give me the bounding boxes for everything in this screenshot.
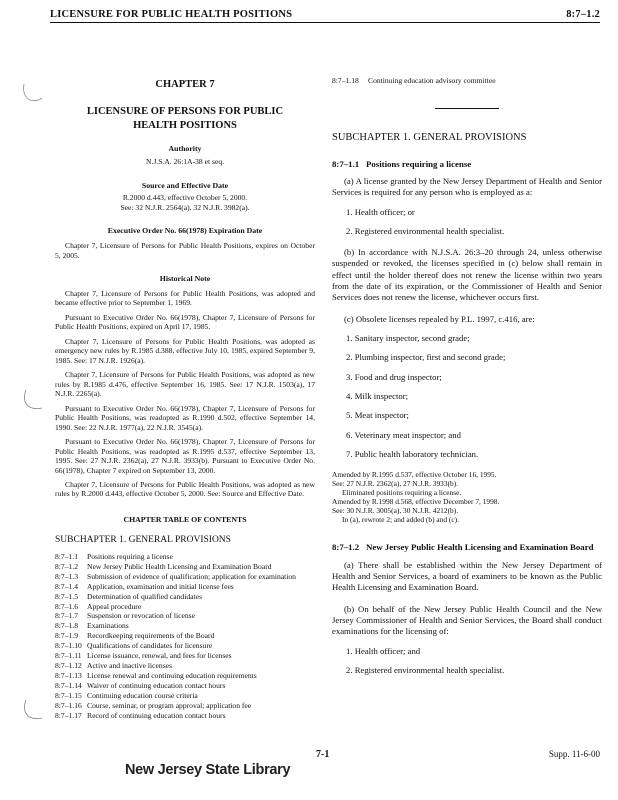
toc-number: 8:7–1.14: [55, 681, 82, 691]
toc-title: Active and inactive licenses: [87, 661, 172, 671]
toc-row[interactable]: [55, 572, 315, 581]
page-number: 7-1: [316, 749, 330, 760]
toc-title: Record of continuing education contact hours: [87, 711, 226, 721]
paragraph-a: (a) A license granted by the New Jersey Department of Health and Senior Services is required for any person who is employed as a:: [332, 175, 602, 198]
toc-number: 8:7–1.4: [55, 581, 78, 591]
list-item: 1. Sanitary inspector, second grade;: [346, 333, 470, 344]
right-column: [332, 76, 602, 676]
section-number: 8:7–1.2: [332, 542, 360, 553]
section-heading-1-1: [332, 159, 602, 170]
toc-title: Continuing education course criteria: [87, 691, 198, 701]
toc-title: Qualifications of candidates for licensure: [87, 641, 213, 651]
running-head-section: 8:7–1.2: [566, 9, 600, 20]
eo-text: Chapter 7, Licensure of Persons for Public Health Positions, expires on October 5, 2005.: [55, 241, 315, 260]
toc-number: 8:7–1.3: [55, 571, 78, 581]
eo-heading: Executive Order No. 66(1978) Expiration Date: [107, 226, 263, 236]
history-line: In (a), rewrote 2; and added (b) and (c).: [342, 515, 459, 525]
toc-row[interactable]: [55, 631, 315, 640]
toc-row[interactable]: [55, 701, 315, 710]
section-heading-1-2: [332, 542, 602, 553]
paragraph-b: (b) On behalf of the New Jersey Public Health Council and the New Jersey Commissioner of Health and Senior Services, the Board shall conduct examinations for the licensing of:: [332, 603, 602, 637]
toc-number: 8:7–1.1: [55, 551, 78, 561]
toc-row[interactable]: [55, 661, 315, 670]
list-item: 6. Veterinary meat inspector; and: [346, 429, 461, 440]
source-line-1: R.2000 d.443, effective October 5, 2000.: [122, 193, 248, 203]
left-column: [55, 50, 315, 721]
historical-note-para: Pursuant to Executive Order No. 66(1978), Chapter 7, Licensure of Persons for Public Health Positions, expired on April 17, 1985.: [55, 312, 315, 332]
toc-title: New Jersey Public Health Licensing and Examination Board: [87, 561, 272, 571]
toc-title: Application, examination and initial license fees: [87, 581, 234, 591]
toc-title: License renewal and continuing education requirements: [87, 671, 257, 681]
running-head: [50, 9, 600, 23]
supplement-date: Supp. 11-6-00: [548, 749, 600, 759]
toc-title: Continuing education advisory committee: [368, 76, 496, 85]
history-line: Amended by R.1995 d.537, effective October 16, 1995.: [332, 470, 497, 480]
history-line: Eliminated positions requiring a license.: [342, 488, 462, 498]
toc-row[interactable]: [55, 552, 315, 561]
history-line: Amended by R.1998 d.568, effective December 7, 1998.: [332, 497, 500, 507]
table-of-contents: [55, 552, 315, 721]
punch-hole-mark-bottom: [20, 698, 46, 724]
chapter-number: CHAPTER 7: [155, 79, 215, 90]
toc-number: 8:7–1.11: [55, 651, 82, 661]
toc-title: Examinations: [87, 621, 129, 631]
toc-row[interactable]: [332, 76, 602, 86]
toc-title: Recordkeeping requirements of the Board: [87, 631, 215, 641]
divider-rule: [435, 108, 499, 109]
section-title: Positions requiring a license: [366, 158, 472, 169]
toc-number: 8:7–1.16: [55, 701, 82, 711]
toc-number: 8:7–1.15: [55, 691, 82, 701]
toc-title: Determination of qualified candidates: [87, 591, 202, 601]
punch-hole-mark-top: [20, 80, 46, 106]
toc-number: 8:7–1.10: [55, 641, 82, 651]
historical-note-para: Chapter 7, Licensure of Persons for Public Health Positions, was adopted as new rules by R.1985 d.476, effective September 16, 1985. See: 17 N.J.R. 1503(a), 17 N.J.R. 2265(a).: [55, 370, 315, 399]
section-number: 8:7–1.1: [332, 158, 360, 169]
toc-row[interactable]: [55, 641, 315, 650]
toc-title: Waiver of continuing education contact hours: [87, 681, 226, 691]
list-item: 4. Milk inspector;: [346, 390, 409, 401]
paragraph-c: (c) Obsolete licenses repealed by P.L. 1997, c.416, are:: [344, 313, 535, 324]
toc-row[interactable]: [55, 681, 315, 690]
toc-heading: CHAPTER TABLE OF CONTENTS: [123, 514, 247, 524]
history-line: See: 27 N.J.R. 2362(a), 27 N.J.R. 3933(b).: [332, 479, 459, 489]
list-item: 2. Plumbing inspector, first and second grade;: [346, 352, 506, 363]
list-item: 2. Registered environmental health specialist.: [346, 225, 505, 236]
toc-title: Suspension or revocation of license: [87, 611, 195, 621]
historical-note-para: Chapter 7, Licensure of Persons for Public Health Positions, was adopted as emergency new rules by R.1985 d.388, effective July 10, 1985, expired September 9, 1985. See: 17 N.J.R. 1926(a).: [55, 336, 315, 365]
library-stamp: New Jersey State Library: [125, 762, 291, 778]
punch-hole-mark-middle: [20, 388, 46, 414]
toc-number: 8:7–1.8: [55, 621, 78, 631]
toc-number: 8:7–1.5: [55, 591, 78, 601]
toc-number: 8:7–1.2: [55, 561, 78, 571]
list-item: 3. Food and drug inspector;: [346, 371, 442, 382]
list-item: 1. Health officer; and: [346, 645, 421, 656]
subchapter-heading: SUBCHAPTER 1. GENERAL PROVISIONS: [332, 131, 527, 143]
toc-row[interactable]: [55, 651, 315, 660]
list-item: 5. Meat inspector;: [346, 410, 409, 421]
toc-title: Course, seminar, or program approval; application fee: [87, 701, 252, 711]
toc-row[interactable]: [55, 711, 315, 720]
historical-note-para: Chapter 7, Licensure of Persons for Public Health Positions, was adopted and became effective prior to September 1, 1969.: [55, 288, 315, 308]
toc-row[interactable]: [55, 562, 315, 571]
toc-number: 8:7–1.9: [55, 631, 78, 641]
toc-row[interactable]: [55, 582, 315, 591]
toc-number: 8:7–1.6: [55, 601, 78, 611]
history-line: See: 30 N.J.R. 3005(a), 30 N.J.R. 4212(b).: [332, 506, 459, 516]
toc-number: 8:7–1.13: [55, 671, 82, 681]
source-heading: Source and Effective Date: [141, 180, 229, 190]
toc-row[interactable]: [55, 621, 315, 630]
running-head-title: LICENSURE FOR PUBLIC HEALTH POSITIONS: [50, 9, 293, 20]
paragraph-a: (a) There shall be established within the New Jersey Department of Health and Senior Services, a board of examiners to be known as the Public Health Licensing and Examination Board.: [332, 559, 602, 593]
toc-title: License issuance, renewal, and fees for licenses: [87, 651, 232, 661]
list-item: 1. Health officer; or: [346, 206, 415, 217]
toc-subchapter-heading: SUBCHAPTER 1. GENERAL PROVISIONS: [55, 534, 231, 545]
toc-number: 8:7–1.18: [332, 76, 359, 85]
section-title: New Jersey Public Health Licensing and Examination Board: [366, 542, 594, 553]
toc-row[interactable]: [55, 602, 315, 611]
list-item: 2. Registered environmental health specialist.: [346, 665, 505, 676]
toc-number: 8:7–1.17: [55, 711, 82, 721]
chapter-title: LICENSURE OF PERSONS FOR PUBLIC HEALTH POSITIONS: [86, 106, 284, 131]
source-line-2: See: 32 N.J.R. 2564(a), 32 N.J.R. 3982(a).: [120, 202, 250, 212]
historical-note-heading: Historical Note: [159, 274, 211, 284]
toc-row[interactable]: [55, 592, 315, 601]
historical-note-para: Chapter 7, Licensure of Persons for Public Health Positions, was adopted as new rules by R.2000 d.443, effective October 5, 2000. See: Source and Effective Date.: [55, 480, 315, 499]
toc-row[interactable]: [55, 691, 315, 700]
toc-title: Submission of evidence of qualification; application for examination: [87, 571, 296, 581]
list-item: 7. Public health laboratory technician.: [346, 448, 479, 459]
toc-title: Positions requiring a license: [87, 551, 173, 561]
authority-heading: Authority: [168, 144, 202, 154]
toc-row[interactable]: [55, 611, 315, 620]
historical-note-para: Pursuant to Executive Order No. 66(1978), Chapter 7, Licensure of Persons for Public Health Positions, was readopted as R.1990 d.502, effective September 14, 1990. See: 22 N.J.R. 1977(a), 22 N.J.R. 3545(a).: [55, 403, 315, 432]
toc-number: 8:7–1.12: [55, 661, 82, 671]
paragraph-b: (b) In accordance with N.J.S.A. 26:3–20 through 24, unless otherwise suspended or revoked, the licenses specified in (c) below shall remain in effect until the holder thereof does not renew the license within two years from the date of its expiration, or the Commissioner of Health and Senior Services does not renew the license, whichever occurs first.: [332, 247, 602, 303]
section-history-note: [332, 470, 602, 524]
toc-title: Appeal procedure: [87, 601, 142, 611]
toc-row[interactable]: [55, 671, 315, 680]
authority-text: N.J.S.A. 26:1A-38 et seq.: [145, 157, 225, 167]
historical-note-para: Pursuant to Executive Order No. 66(1978), Chapter 7, Licensure of Persons for Public Health Positions, was readopted as R.1995 d.537, effective September 13, 1995. See: 27 N.J.R. 2362(a), 27 N.J.R. 3933(b). Pursuant to Executive Order No. 66(1978), Chapter 7 expired on September 13, 2000.: [55, 437, 315, 475]
toc-number: 8:7–1.7: [55, 611, 78, 621]
